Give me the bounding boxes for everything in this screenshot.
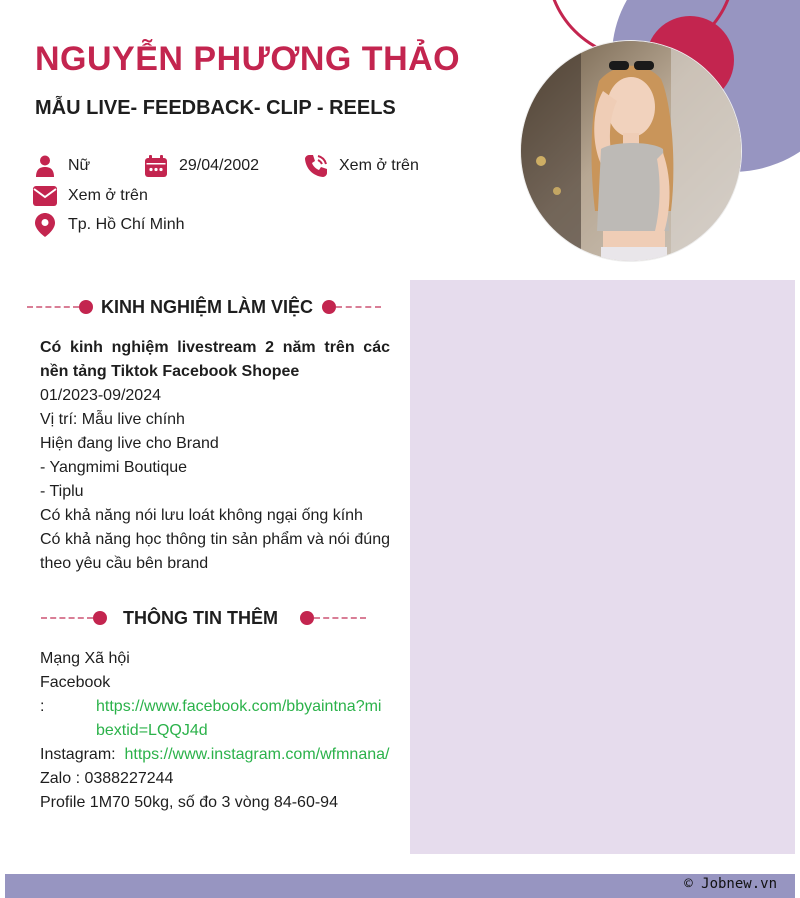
envelope-icon bbox=[33, 184, 57, 208]
instagram-label: Instagram: bbox=[40, 746, 116, 763]
experience-skill: Có khả năng học thông tin sản phẩm và nói đúng theo yêu cầu bên brand bbox=[40, 531, 390, 572]
email-info bbox=[33, 184, 148, 208]
experience-brand-item: - Tiplu bbox=[40, 483, 84, 500]
additional-section-header bbox=[41, 606, 366, 630]
profile-photo bbox=[520, 40, 742, 262]
experience-section-header bbox=[27, 295, 381, 319]
experience-summary: Có kinh nghiệm livestream 2 năm trên các nền tảng Tiktok Facebook Shopee bbox=[40, 339, 390, 380]
calendar-icon bbox=[144, 154, 168, 178]
footer-bar bbox=[5, 874, 795, 898]
job-headline: MẪU LIVE- FEEDBACK- CLIP - REELS bbox=[35, 97, 396, 119]
person-icon bbox=[33, 154, 57, 178]
additional-section-title: THÔNG TIN THÊM bbox=[123, 607, 278, 628]
dob-info bbox=[144, 154, 259, 178]
body-stats: Profile 1M70 50kg, số đo 3 vòng 84-60-94 bbox=[40, 794, 338, 811]
email-value: Xem ở trên bbox=[68, 187, 148, 204]
right-column-panel bbox=[410, 280, 795, 854]
instagram-link[interactable]: https://www.instagram.com/wfmnana/ bbox=[124, 746, 390, 763]
left-dash-divider bbox=[41, 617, 93, 619]
social-heading: Mạng Xã hội bbox=[40, 650, 130, 667]
facebook-label: Facebook bbox=[40, 674, 111, 691]
left-dot-ornament bbox=[79, 300, 93, 314]
phone-value: Xem ở trên bbox=[339, 157, 419, 174]
profile-photo-illustration bbox=[521, 41, 742, 262]
phone-info bbox=[304, 154, 419, 178]
experience-skill: Có khả năng nói lưu loát không ngại ống kính bbox=[40, 507, 363, 524]
additional-content bbox=[40, 647, 390, 815]
right-dash-divider bbox=[336, 306, 381, 308]
facebook-colon: : bbox=[40, 698, 45, 715]
address-info bbox=[33, 213, 184, 237]
left-dot-ornament bbox=[93, 611, 107, 625]
map-pin-icon bbox=[33, 213, 57, 237]
gender-info bbox=[33, 154, 90, 178]
right-dot-ornament bbox=[322, 300, 336, 314]
left-dash-divider bbox=[27, 306, 79, 308]
experience-period: 01/2023-09/2024 bbox=[40, 387, 161, 404]
experience-content bbox=[40, 336, 390, 576]
address-value: Tp. Hồ Chí Minh bbox=[68, 216, 185, 233]
phone-icon bbox=[304, 154, 328, 178]
experience-brand-line: Hiện đang live cho Brand bbox=[40, 435, 219, 452]
facebook-link[interactable]: https://www.facebook.com/bbyaintna?mibextid=LQQJ4d bbox=[96, 698, 382, 739]
right-dash-divider bbox=[314, 617, 366, 619]
zalo-contact: Zalo : 0388227244 bbox=[40, 770, 174, 787]
candidate-name: NGUYỄN PHƯƠNG THẢO bbox=[35, 40, 461, 78]
experience-section-title: KINH NGHIỆM LÀM VIỆC bbox=[101, 296, 314, 317]
instagram-row bbox=[40, 743, 390, 767]
experience-brand-item: - Yangmimi Boutique bbox=[40, 459, 188, 476]
facebook-row bbox=[40, 695, 390, 743]
right-dot-ornament bbox=[300, 611, 314, 625]
experience-position: Vị trí: Mẫu live chính bbox=[40, 411, 185, 428]
footer-credit: © Jobnew.vn bbox=[684, 876, 777, 892]
gender-value: Nữ bbox=[68, 157, 91, 174]
dob-value: 29/04/2002 bbox=[179, 157, 260, 174]
